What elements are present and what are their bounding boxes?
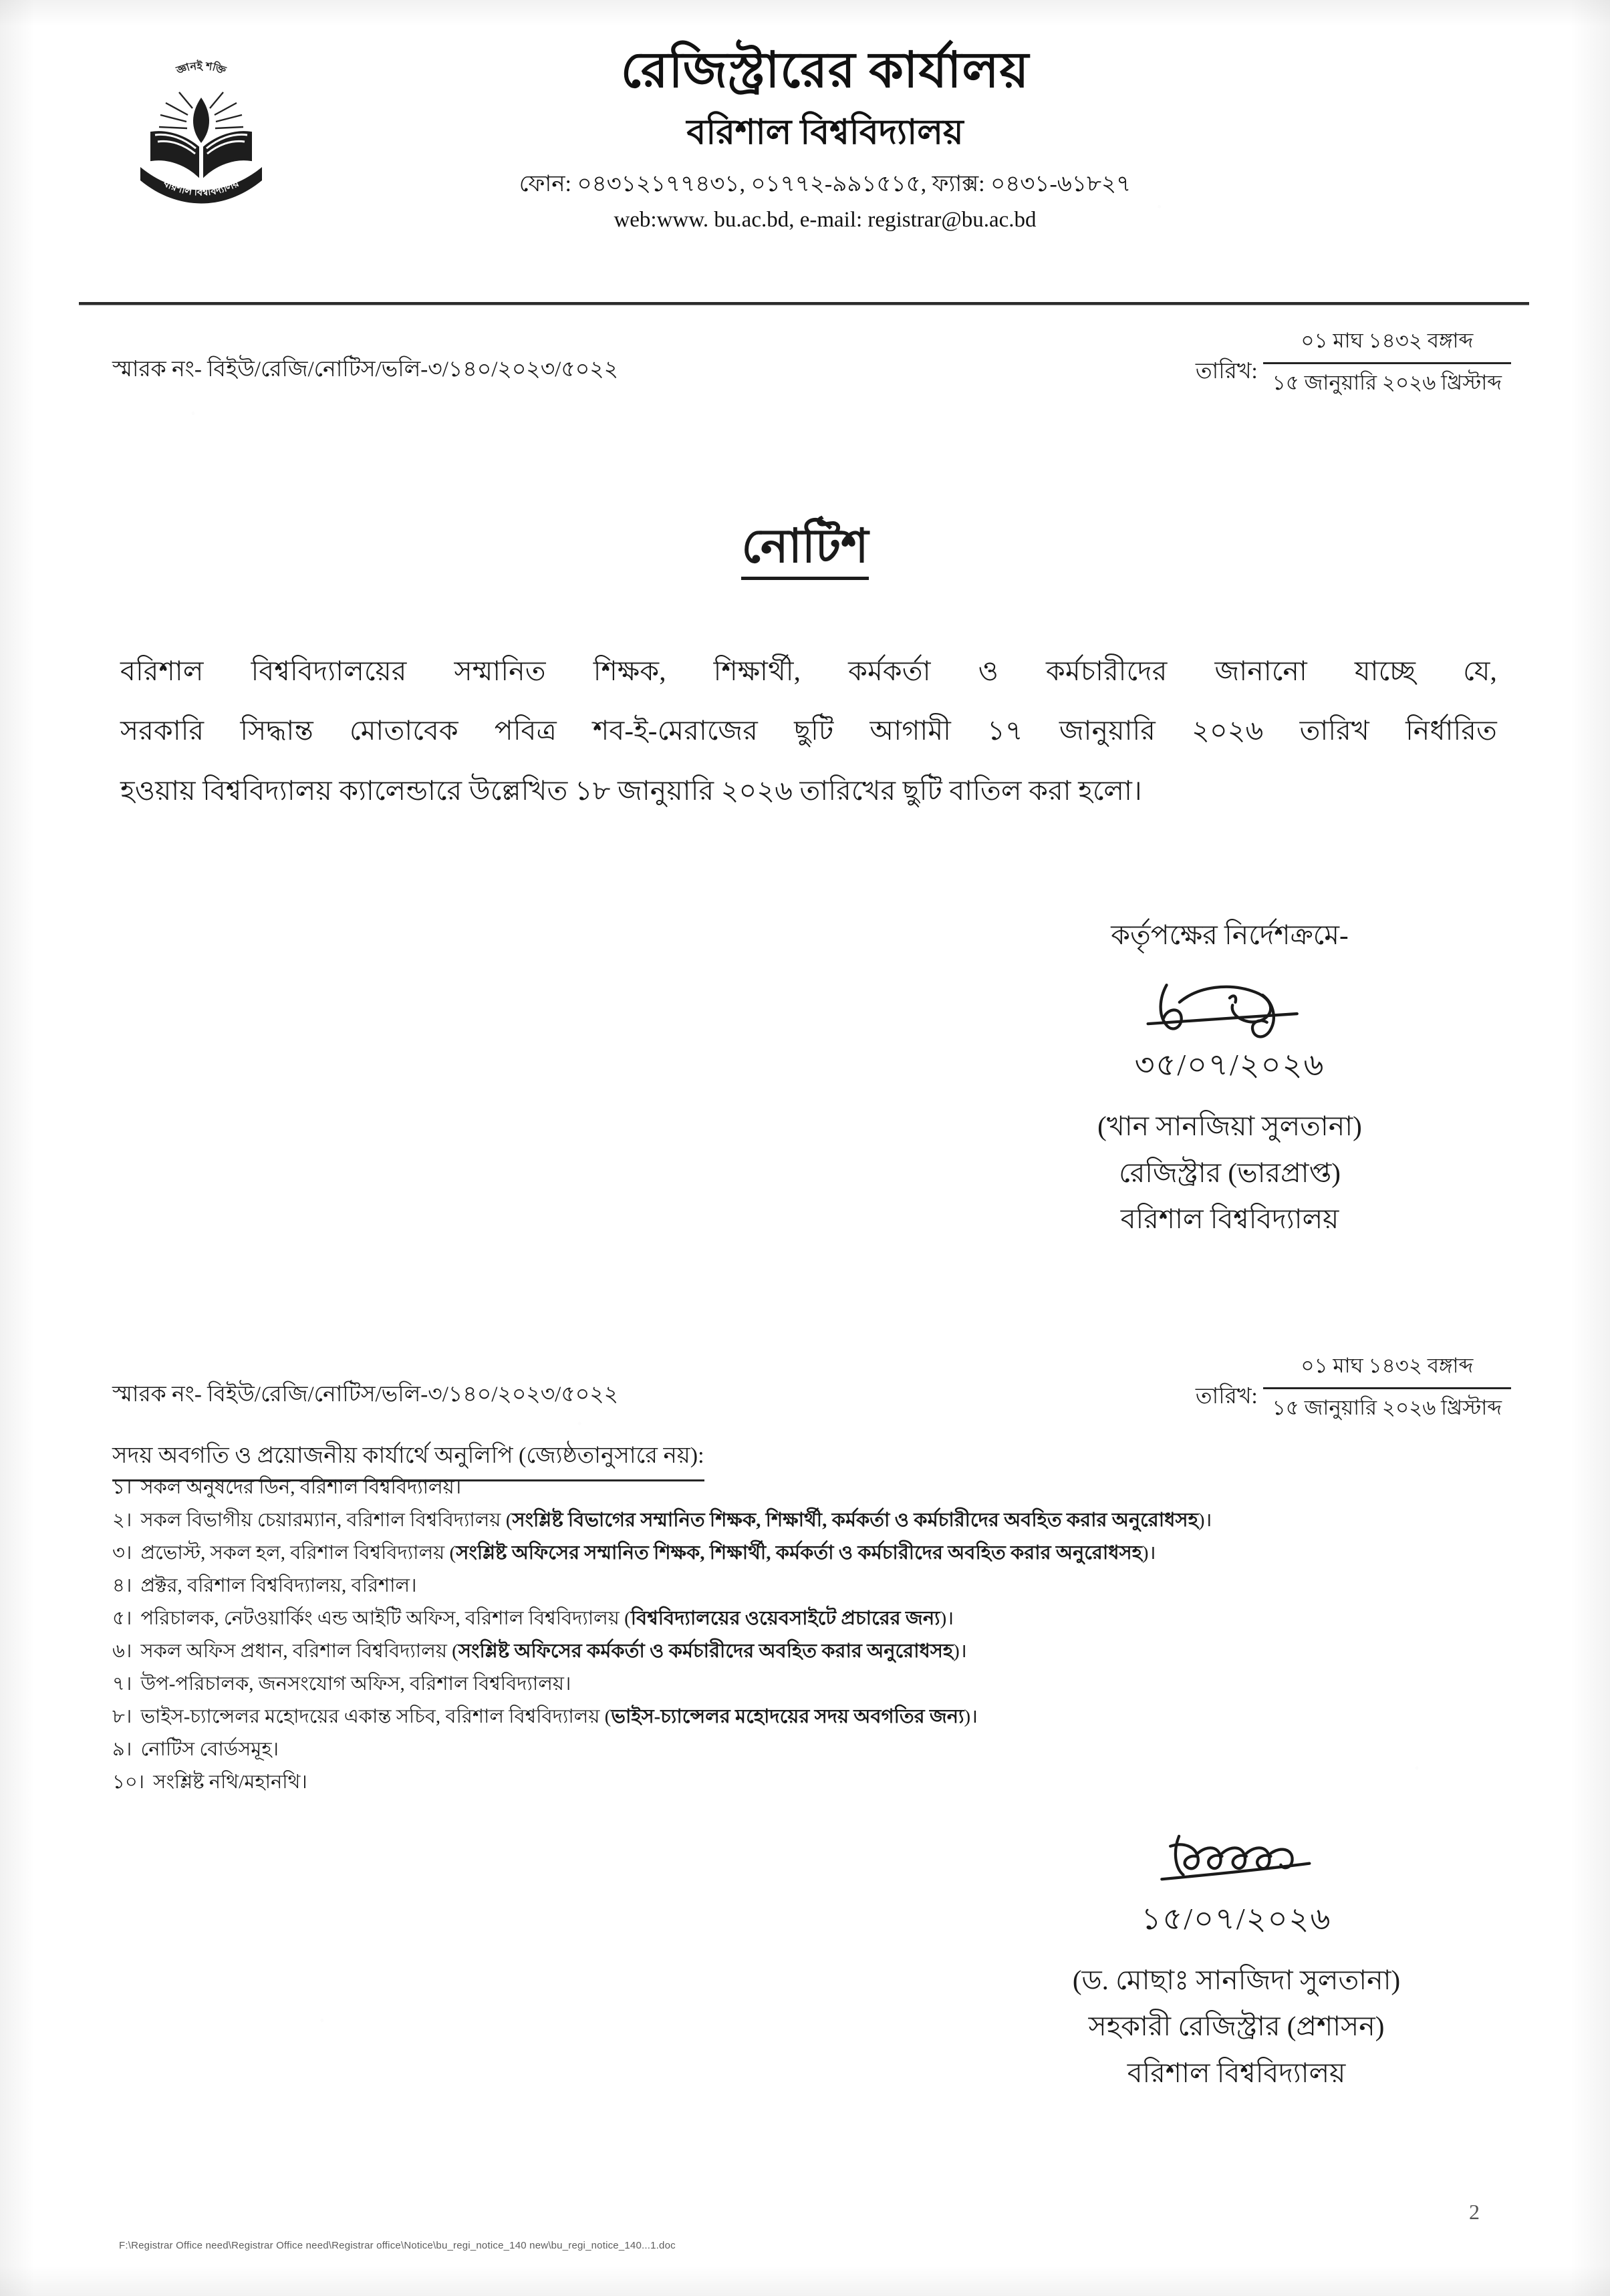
date-block-bottom bbox=[1196, 1350, 1511, 1427]
page-number: 2 bbox=[1469, 2200, 1480, 2224]
signatory-designation-secondary: সহকারী রেজিস্ট্রার (প্রশাসন) bbox=[1088, 2011, 1385, 2042]
list-item-text: ভাইস-চ্যান্সেলর মহোদয়ের একান্ত সচিব, বরিশাল বিশ্ববিদ্যালয় ( bbox=[136, 1706, 612, 1727]
list-item-tail: )। bbox=[953, 1640, 967, 1662]
memo-number-top: স্মারক নং- বিইউ/রেজি/নোটিস/ভলি-৩/১৪০/২০২৩/৫০২২ bbox=[112, 357, 619, 382]
memo-row-top bbox=[0, 325, 1610, 405]
memo-number-bottom: স্মারক নং- বিইউ/রেজি/নোটিস/ভলি-৩/১৪০/২০২৩/৫০২২ bbox=[112, 1383, 619, 1407]
list-item-text: নোটিস বোর্ডসমূহ। bbox=[136, 1739, 279, 1760]
list-item-number: ৩। bbox=[112, 1542, 132, 1564]
list-item-number: ৪। bbox=[112, 1575, 132, 1596]
university-crest-icon bbox=[131, 45, 271, 212]
distribution-header: সদয় অবগতি ও প্রয়োজনীয় কার্যার্থে অনুলিপি (জ্যেষ্ঠতানুসারে নয়): bbox=[112, 1438, 704, 1481]
distribution-list-item bbox=[112, 1576, 1522, 1596]
date-label-bottom: তারিখ: bbox=[1195, 1384, 1258, 1409]
list-item-number: ২। bbox=[112, 1510, 132, 1531]
distribution-list-item bbox=[112, 1478, 1522, 1497]
signatory-organization-secondary: বরিশাল বিশ্ববিদ্যালয় bbox=[1127, 2057, 1346, 2088]
signature-block-primary bbox=[1023, 915, 1437, 1239]
distribution-list-item bbox=[112, 1740, 1522, 1759]
list-item-text: প্রভোস্ট, সকল হল, বরিশাল বিশ্ববিদ্যালয় ( bbox=[136, 1542, 456, 1564]
signatory-organization-primary: বরিশাল বিশ্ববিদ্যালয় bbox=[1120, 1203, 1339, 1234]
distribution-list-item bbox=[112, 1675, 1522, 1694]
list-item-emphasis: সংশ্লিষ্ট অফিসের সম্মানিত শিক্ষক, শিক্ষার্থী, কর্মকর্তা ও কর্মচারীদের অবহিত করার অনুরোধসহ bbox=[456, 1542, 1142, 1564]
scan-edge-bottom bbox=[0, 2265, 1610, 2296]
signature-icon-primary bbox=[1122, 974, 1337, 1052]
signature-block-secondary bbox=[982, 1828, 1490, 2093]
office-title: রেজিস্ট্রারের কার্যালয় bbox=[620, 43, 1030, 98]
list-item-tail: )। bbox=[940, 1608, 954, 1629]
list-item-emphasis: সংশ্লিষ্ট বিভাগের সম্মানিত শিক্ষক, শিক্ষার্থী, কর্মকর্তা ও কর্মচারীদের অবহিত করার অনুরোধসহ bbox=[512, 1510, 1198, 1531]
date-label-top: তারিখ: bbox=[1195, 359, 1258, 384]
handwritten-date-primary: ৩৫/০৭/২০২৬ bbox=[1134, 1048, 1325, 1083]
footer-file-path: F:\Registrar Office need\Registrar Office need\Registrar office\Notice\bu_regi_notice_140 new\bu_regi_notice_140...1.doc bbox=[119, 2240, 676, 2251]
distribution-list-item bbox=[112, 1511, 1522, 1530]
distribution-list-item bbox=[112, 1609, 1522, 1628]
notice-heading-text: নোটিশ bbox=[741, 521, 868, 580]
list-item-emphasis: বিশ্ববিদ্যালয়ের ওয়েবসাইটে প্রচারের জন্য bbox=[630, 1608, 940, 1629]
date-gregorian-top: ১৫ জানুয়ারি ২০২৬ খ্রিস্টাব্দ bbox=[1272, 371, 1502, 394]
distribution-list-item bbox=[112, 1544, 1522, 1563]
date-bengali-bottom: ০১ মাঘ ১৪৩২ বঙ্গাব্দ bbox=[1301, 1354, 1474, 1377]
header-divider bbox=[79, 302, 1529, 305]
notice-heading bbox=[0, 521, 1610, 580]
svg-text:বরিশাল বিশ্ববিদ্যালয়: বরিশাল বিশ্ববিদ্যালয় bbox=[161, 177, 241, 198]
list-item-text: পরিচালক, নেটওয়ার্কিং এন্ড আইটি অফিস, বরিশাল বিশ্ববিদ্যালয় ( bbox=[136, 1608, 631, 1629]
authority-order-line: কর্তৃপক্ষের নির্দেশক্রমে- bbox=[1111, 919, 1349, 950]
list-item-text: উপ-পরিচালক, জনসংযোগ অফিস, বরিশাল বিশ্ববিদ্যালয়। bbox=[136, 1673, 571, 1695]
signatory-name-secondary: (ড. মোছাঃ সানজিদা সুলতানা) bbox=[1072, 1964, 1401, 1995]
notice-body-line-3: হওয়ায় বিশ্ববিদ্যালয় ক্যালেন্ডারে উল্লেখিত ১৮ জানুয়ারি ২০২৬ তারিখের ছুটি বাতিল করা হলো। bbox=[120, 774, 1142, 806]
svg-text:জ্ঞানই শক্তি: জ্ঞানই শক্তি bbox=[174, 60, 228, 77]
list-item-number: ৬। bbox=[112, 1640, 132, 1662]
list-item-tail: )। bbox=[1198, 1510, 1212, 1531]
letterhead bbox=[0, 36, 1610, 235]
university-name: বরিশাল বিশ্ববিদ্যালয় bbox=[686, 113, 964, 152]
list-item-text: প্রক্টর, বরিশাল বিশ্ববিদ্যালয়, বরিশাল। bbox=[136, 1575, 417, 1596]
notice-body-line-1: বরিশাল বিশ্ববিদ্যালয়ের সম্মানিত শিক্ষক, শিক্ষার্থী, কর্মকর্তা ও কর্মচারীদের জানানো যাচ্ছে যে, bbox=[120, 656, 1497, 686]
list-item-tail: )। bbox=[964, 1706, 978, 1727]
list-item-number: ৯। bbox=[112, 1739, 132, 1760]
list-item-text: সকল অফিস প্রধান, বরিশাল বিশ্ববিদ্যালয় ( bbox=[136, 1640, 458, 1662]
list-item-tail: )। bbox=[1142, 1542, 1156, 1564]
date-gregorian-bottom: ১৫ জানুয়ারি ২০২৬ খ্রিস্টাব্দ bbox=[1272, 1396, 1502, 1419]
distribution-list-item bbox=[112, 1642, 1522, 1661]
list-item-number: ১০। bbox=[112, 1771, 145, 1793]
distribution-list bbox=[112, 1478, 1522, 1806]
list-item-emphasis: ভাইস-চ্যান্সেলর মহোদয়ের সদয় অবগতির জন্য bbox=[611, 1706, 964, 1727]
handwritten-date-secondary: ১৫/০৭/২০২৬ bbox=[1141, 1902, 1332, 1936]
distribution-list-item bbox=[112, 1707, 1522, 1727]
list-item-number: ৮। bbox=[112, 1706, 132, 1727]
web-email-line: web:www. bu.ac.bd, e-mail: registrar@bu.ac.bd bbox=[614, 208, 1037, 233]
list-item-emphasis: সংশ্লিষ্ট অফিসের কর্মকর্তা ও কর্মচারীদের অবহিত করার অনুরোধসহ bbox=[458, 1640, 954, 1662]
contact-line: ফোন: ০৪৩১২১৭৭৪৩১, ০১৭৭২-৯৯১৫১৫, ফ্যাক্স: ০৪৩১-৬১৮২৭ bbox=[519, 172, 1131, 197]
list-item-number: ৫। bbox=[112, 1608, 132, 1629]
signatory-name-primary: (খান সানজিয়া সুলতানা) bbox=[1097, 1111, 1362, 1142]
date-block-top bbox=[1196, 325, 1511, 402]
list-item-number: ৭। bbox=[112, 1673, 132, 1695]
memo-row-bottom bbox=[0, 1350, 1610, 1430]
list-item-text: সকল অনুষদের ডিন, বরিশাল বিশ্ববিদ্যালয়। bbox=[136, 1477, 462, 1498]
scan-edge-top bbox=[0, 0, 1610, 27]
notice-body-line-2: সরকারি সিদ্ধান্ত মোতাবেক পবিত্র শব-ই-মেরাজের ছুটি আগামী ১৭ জানুয়ারি ২০২৬ তারিখ নির্ধারিত bbox=[120, 715, 1497, 746]
distribution-list-item bbox=[112, 1773, 1522, 1792]
date-fraction-bottom bbox=[1263, 1350, 1511, 1427]
date-fraction-top bbox=[1263, 325, 1511, 402]
notice-body bbox=[120, 641, 1497, 821]
list-item-number: ১। bbox=[112, 1477, 132, 1498]
signatory-designation-primary: রেজিস্ট্রার (ভারপ্রাপ্ত) bbox=[1119, 1157, 1341, 1188]
date-bengali-top: ০১ মাঘ ১৪৩২ বঙ্গাব্দ bbox=[1301, 329, 1474, 352]
list-item-text: সংশ্লিষ্ট নথি/মহানথি। bbox=[148, 1771, 307, 1793]
signature-icon-secondary bbox=[1129, 1828, 1344, 1906]
university-crest-svg bbox=[131, 45, 271, 212]
list-item-text: সকল বিভাগীয় চেয়ারম্যান, বরিশাল বিশ্ববিদ্যালয় ( bbox=[136, 1510, 513, 1531]
